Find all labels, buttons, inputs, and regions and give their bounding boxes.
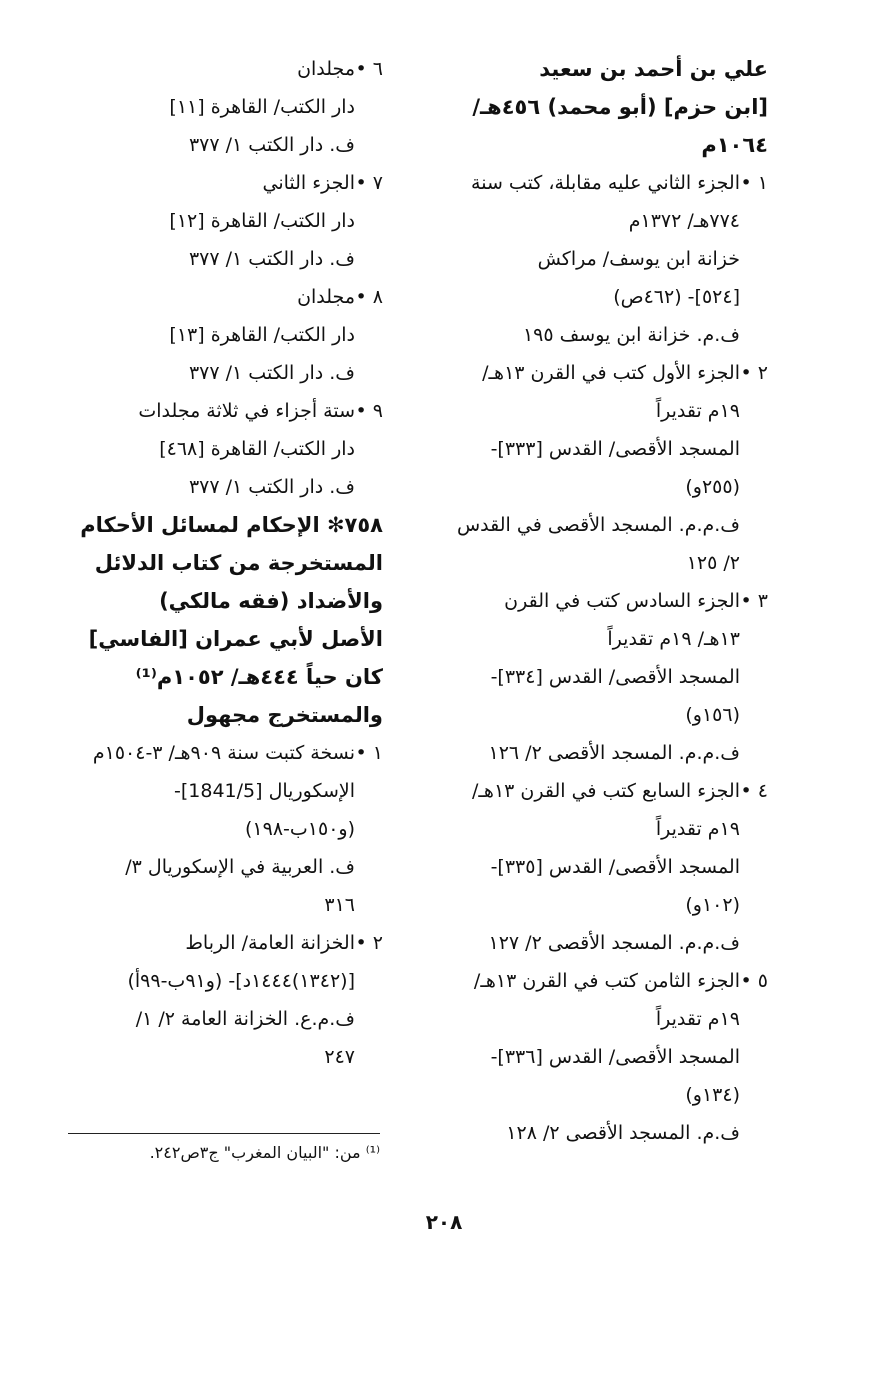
entry-number: ٥ • (740, 970, 768, 992)
entry-detail: خزانة ابن يوسف/ مراكش (537, 248, 740, 270)
left-entries-top (53, 50, 383, 506)
entry-description: الجزء الثامن كتب في القرن ١٣هـ/ (473, 970, 740, 992)
title-heading-line-4: الأصل لأبي عمران [الفاسي] (88, 627, 383, 651)
entry-description: الجزء السابع كتب في القرن ١٣هـ/ (471, 780, 740, 802)
title-heading-line-3: والأضداد (فقه مالكي) (159, 589, 383, 613)
entry-detail: ١٩م تقديراً (655, 818, 740, 840)
entry-number: ١ • (355, 742, 383, 764)
entry-number: ٩ • (355, 400, 383, 422)
title-heading-line-5: كان حياً ٤٤٤هـ/ ١٠٥٢م⁽¹⁾ (135, 665, 383, 689)
entry-number: ٤ • (740, 780, 768, 802)
entry-detail: دار الكتب/ القاهرة [١١] (169, 96, 355, 118)
entry-description: الجزء الثاني (262, 172, 355, 194)
manuscript-entry (433, 354, 768, 582)
entry-detail: (١٠٢و) (685, 894, 740, 916)
entry-detail: الإسكوريال [1841/5]- (174, 780, 355, 802)
footnote-divider (68, 1133, 380, 1134)
entry-detail: ٣١٦ (324, 894, 355, 916)
entry-description: الجزء السادس كتب في القرن (504, 590, 740, 612)
entry-detail: ف. دار الكتب ١/ ٣٧٧ (188, 248, 355, 270)
manuscript-entry (433, 582, 768, 772)
right-column (433, 50, 768, 1152)
entry-detail: (و١٥٠ب-١٩٨) (244, 818, 355, 840)
manuscript-entry (53, 164, 383, 278)
entry-detail: ١٩م تقديراً (655, 1008, 740, 1030)
entry-number: ٧ • (355, 172, 383, 194)
left-column (53, 50, 383, 1076)
right-entries (433, 164, 768, 1152)
entry-detail: ف.م.م. المسجد الأقصى في القدس (456, 514, 740, 536)
author-heading-line-3: ١٠٦٤م (701, 133, 768, 157)
entry-detail: [(١٣٤٢)١٤٤٤د]- (و٩١ب-٩٩أ) (127, 970, 355, 992)
title-heading-line-2: المستخرجة من كتاب الدلائل (94, 551, 383, 575)
entry-detail: ٢/ ١٢٥ (686, 552, 740, 574)
entry-detail: ف.م. المسجد الأقصى ٢/ ١٢٨ (506, 1122, 740, 1144)
entry-number: ٢ • (740, 362, 768, 384)
entry-detail: دار الكتب/ القاهرة [١٣] (169, 324, 355, 346)
entry-detail: ف.م.م. المسجد الأقصى ٢/ ١٢٦ (488, 742, 740, 764)
entry-detail: ف.م.ع. الخزانة العامة ٢/ ١/ (135, 1008, 355, 1030)
entry-description: ستة أجزاء في ثلاثة مجلدات (138, 400, 355, 422)
entry-detail: ف. دار الكتب ١/ ٣٧٧ (188, 134, 355, 156)
entry-description: الخزانة العامة/ الرباط (185, 932, 355, 954)
entry-description: الجزء الأول كتب في القرن ١٣هـ/ (482, 362, 740, 384)
entry-number: ٨ • (355, 286, 383, 308)
manuscript-entry (53, 50, 383, 164)
entry-detail: (١٥٦و) (685, 704, 740, 726)
manuscript-entry (53, 392, 383, 506)
entry-detail: ف.م.م. المسجد الأقصى ٢/ ١٢٧ (488, 932, 740, 954)
entry-detail: المسجد الأقصى/ القدس [٣٣٤]- (490, 666, 740, 688)
entry-detail: (١٣٤و) (685, 1084, 740, 1106)
manuscript-entry (53, 278, 383, 392)
entry-number: ٢ • (355, 932, 383, 954)
entry-detail: ف. دار الكتب ١/ ٣٧٧ (188, 362, 355, 384)
footnote: ⁽¹⁾ من: "البيان المغرب" ج٣ص٢٤٢. (149, 1143, 380, 1162)
author-heading-line-1: علي بن أحمد بن سعيد (539, 57, 768, 81)
entry-detail: المسجد الأقصى/ القدس [٣٣٣]- (490, 438, 740, 460)
entry-description: الجزء الثاني عليه مقابلة، كتب سنة (471, 172, 740, 194)
title-heading-line-6: والمستخرج مجهول (186, 703, 383, 727)
entry-detail: ١٣هـ/ ١٩م تقديراً (607, 628, 740, 650)
entry-detail: ف.م. خزانة ابن يوسف ١٩٥ (522, 324, 740, 346)
entry-detail: ١٩م تقديراً (655, 400, 740, 422)
entry-detail: (٢٥٥و) (685, 476, 740, 498)
entry-detail: دار الكتب/ القاهرة [١٢] (169, 210, 355, 232)
manuscript-entry (433, 772, 768, 962)
entry-detail: المسجد الأقصى/ القدس [٣٣٥]- (490, 856, 740, 878)
entry-number: ٦ • (355, 58, 383, 80)
entry-description: مجلدان (297, 58, 355, 80)
manuscript-entry (433, 962, 768, 1152)
entry-description: نسخة كتبت سنة ٩٠٩هـ/ ٣-١٥٠٤م (92, 742, 355, 764)
entry-detail: [٥٢٤]- (٤٦٢ص) (613, 286, 740, 308)
entry-detail: ٢٤٧ (324, 1046, 355, 1068)
entry-detail: ف. دار الكتب ١/ ٣٧٧ (188, 476, 355, 498)
entry-number: ٣ • (740, 590, 768, 612)
entry-detail: دار الكتب/ القاهرة [٤٦٨] (159, 438, 355, 460)
title-heading-line-1: ٧٥٨✻ الإحكام لمسائل الأحكام (80, 513, 383, 537)
manuscript-entry (53, 734, 383, 924)
entry-number: ١ • (740, 172, 768, 194)
page-number: ٢٠٨ (425, 1210, 463, 1234)
entry-description: مجلدان (297, 286, 355, 308)
entry-detail: ٧٧٤هـ/ ١٣٧٢م (628, 210, 740, 232)
left-entries-bottom (53, 734, 383, 1076)
manuscript-entry (433, 164, 768, 354)
author-heading-line-2: [ابن حزم] (أبو محمد) ٤٥٦هـ/ (472, 95, 768, 119)
manuscript-entry (53, 924, 383, 1076)
entry-detail: ف. العربية في الإسكوريال ٣/ (125, 856, 355, 878)
entry-detail: المسجد الأقصى/ القدس [٣٣٦]- (490, 1046, 740, 1068)
